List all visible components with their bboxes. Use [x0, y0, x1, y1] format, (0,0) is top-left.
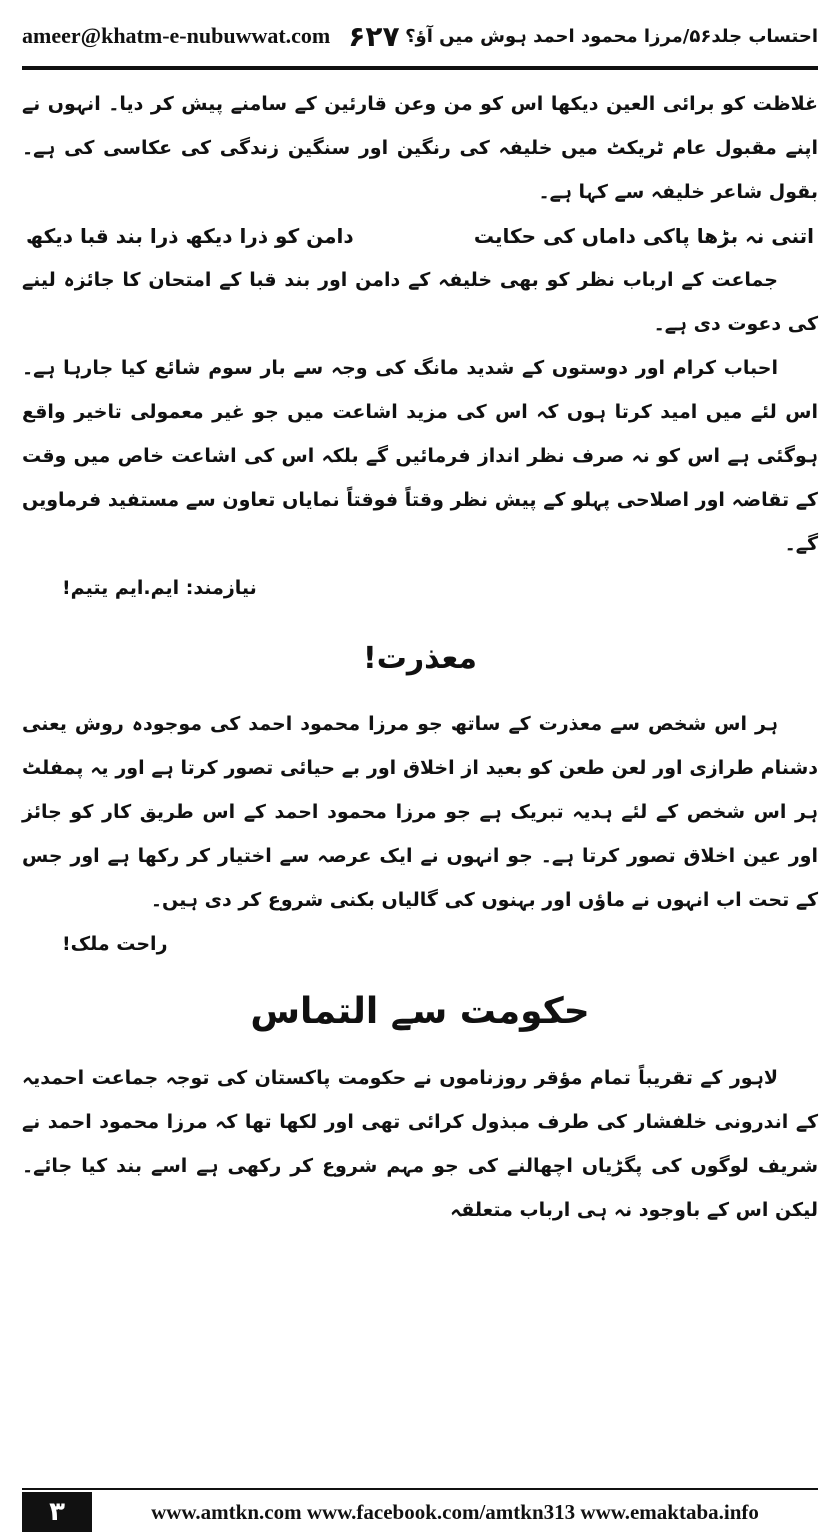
page-body [22, 82, 818, 1232]
apology-signature: راحت ملک! [62, 933, 168, 955]
page-header [22, 14, 818, 58]
couplet-first-hemistich: اتنی نہ بڑھا پاکی داماں کی حکایت [473, 224, 814, 248]
header-email[interactable]: ameer@khatm-e-nubuwwat.com [22, 23, 331, 48]
heading-apology: معذرت! [363, 641, 477, 676]
footer-links[interactable]: www.amtkn.com www.facebook.com/amtkn313 www.emaktaba.info [151, 1499, 759, 1524]
header-left [22, 20, 400, 53]
jamaat-paragraph: جماعت کے ارباب نظر کو بھی خلیفہ کے دامن اور بند قبا کے امتحان کا جائزہ لینے کی دعوت دی ہے۔ [22, 269, 818, 335]
footer-rule [22, 1488, 818, 1490]
page-footer [22, 1492, 818, 1532]
couplet [22, 214, 818, 258]
ahbab-paragraph: احباب کرام اور دوستوں کے شدید مانگ کی وجہ سے بار سوم شائع کیا جارہا ہے۔ اس لئے میں امید کرتا ہوں کہ اس کی مزید اشاعت میں جو غیر معمولی تاخیر واقع ہوگئی ہے اس کو نہ صرف نظر انداز فرمائیں گے بلکہ اس کی اشاعت خاص میں وقت کے تقاضہ اور اصلاحی پہلو کے پیش نظر وقتاً فوقتاً نمایاں تعاون سے مستفید فرماویں گے۔ [22, 357, 818, 555]
ahbab-signature-line [22, 566, 818, 610]
heading-government-request: حکومت سے التماس [250, 991, 590, 1032]
running-title: احتساب جلد۵۶/مرزا محمود احمد ہوش میں آؤ؟ [405, 25, 818, 47]
apology-paragraph: ہر اس شخص سے معذرت کے ساتھ جو مرزا محمود احمد کی موجودہ روش یعنی دشنام طرازی اور لعن طعن کو بعید از اخلاق اور بے حیائی تصور کرتا ہے اور یہ پمفلٹ ہر اس شخص کے لئے ہدیہ تبریک ہے جو مرزا محمود احمد کے اس طریق کار کو جائز اور عین اخلاق تصور کرتا ہے۔ جو انہوں نے ایک عرصہ سے اختیار کر رکھا ہے اور جس کے تحت اب انہوں نے ماؤں اور بہنوں کی گالیاں بکنی شروع کر دی ہیں۔ [22, 713, 818, 911]
intro-paragraph: غلاظت کو برائی العین دیکھا اس کو من وعن قارئین کے سامنے پیش کر دیا۔ انہوں نے اپنے مقبول عام ٹریکٹ میں خلیفہ کی رنگین اور سنگین زندگی کی عکاسی کی ہے۔ بقول شاعر خلیفہ سے کہا ہے۔ [22, 93, 818, 203]
header-rule [22, 66, 818, 70]
lahore-paragraph: لاہور کے تقریباً تمام مؤقر روزناموں نے حکومت پاکستان کی توجہ جماعت احمدیہ کے اندرونی خلفشار کی طرف مبذول کرائی تھی اور لکھا تھا کہ مرزا محمود احمد نے شریف لوگوں کی پگڑیاں اچھالنے کی جو مہم شروع کر رکھی ہے اسے بند کیا جائے۔ لیکن اس کے باوجود نہ ہی ارباب متعلقہ [22, 1067, 818, 1221]
footer-page-number: ۳ [22, 1492, 92, 1532]
header-page-number: ۶۲۷ [348, 19, 400, 53]
couplet-second-hemistich: دامن کو ذرا دیکھ ذرا بند قبا دیکھ [26, 224, 354, 248]
apology-signature-line [22, 922, 818, 966]
ahbab-signature: نیازمند: ایم.ایم یتیم! [62, 577, 257, 599]
